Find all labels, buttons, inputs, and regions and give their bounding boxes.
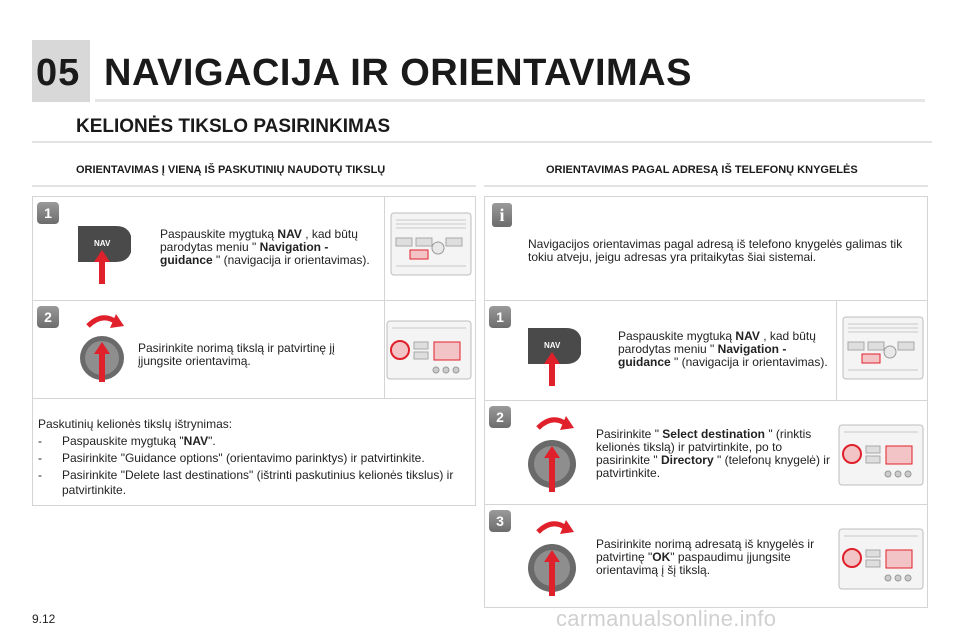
radio-panel-icon [838,528,924,590]
step-badge-1: 1 [37,202,59,224]
info-text: Navigacijos orientavimas pagal adresą iš telefono knygelės galimas tik tokiu atveju, jeigu adresas yra pritaikytas šiai sistemai. [528,237,903,264]
left-step1-text: Paspauskite mygtuką NAV , kad būtų parodytas meniu " Navigation - guidance " (navigacija ir orientavimas). [160,227,370,267]
list-item: - Pasirinkite "Guidance options" (orientavimo parinktys) ir patvirtinkite. [38,451,425,465]
right-step1-text: Paspauskite mygtuką NAV , kad būtų parodytas meniu " Navigation - guidance " (navigacija ir orientavimas). [618,329,828,369]
step-badge-1: 1 [489,306,511,328]
left-image-divider [384,196,385,398]
section-title: KELIONĖS TIKSLO PASIRINKIMAS [76,116,391,137]
left-subtitle-rule [32,185,476,187]
left-step2-text: Pasirinkite norimą tikslą ir patvirtinę jį įjungsite orientavimą. [138,341,335,368]
radio-panel-icon [386,320,472,380]
watermark: carmanualsonline.info [556,606,777,631]
right-step3-text: Pasirinkite norimą adresatą iš knygelės ir patvirtinę "OK" paspaudimu įjungsite orientavimą į šį tikslą. [596,537,815,577]
right-step-divider [484,504,928,505]
left-erase-divider [32,398,476,399]
nav-button-label: NAV [94,239,111,248]
erase-list [38,434,458,498]
nav-button-icon [526,324,584,388]
page-number: 9.12 [32,612,56,626]
rotary-knob-icon [70,308,136,388]
page-title: NAVIGACIJA IR ORIENTAVIMAS [104,52,692,94]
right-info-divider [484,300,928,301]
erase-intro: Paskutinių kelionės tikslų ištrynimas: [38,417,233,431]
left-subtitle: ORIENTAVIMAS Į VIENĄ IŠ PASKUTINIŲ NAUDOTŲ TIKSLŲ [76,164,386,176]
step-badge-2: 2 [37,306,59,328]
list-item: - Pasirinkite "Delete last destinations" (ištrinti paskutinius kelionės tikslus) ir patvirtinkite. [38,468,454,497]
right-subtitle: ORIENTAVIMAS PAGAL ADRESĄ IŠ TELEFONŲ KNYGELĖS [546,164,858,176]
right-step-divider [484,400,928,401]
header-rule [95,99,925,102]
section-rule [32,141,932,143]
info-badge: i [492,203,512,227]
rotary-knob-icon [520,512,586,602]
radio-panel-icon [842,316,924,380]
step-badge-3: 3 [489,510,511,532]
right-step2-text: Pasirinkite " Select destination " (rinktis kelionės tikslą) ir patvirtinkite, po to pasirinkite " Directory " (telefonų knygelė) ir patvirtinkite. [596,427,830,480]
right-image-divider [836,300,837,400]
right-subtitle-rule [484,185,928,187]
nav-button-icon [76,222,134,286]
radio-panel-icon [838,424,924,486]
rotary-knob-icon [520,408,586,498]
left-step-divider [32,300,476,301]
chapter-number: 05 [36,52,81,94]
radio-panel-icon [390,212,472,276]
list-item: - Paspauskite mygtuką "NAV". [38,434,216,448]
nav-button-label: NAV [544,341,561,350]
step-badge-2: 2 [489,406,511,428]
